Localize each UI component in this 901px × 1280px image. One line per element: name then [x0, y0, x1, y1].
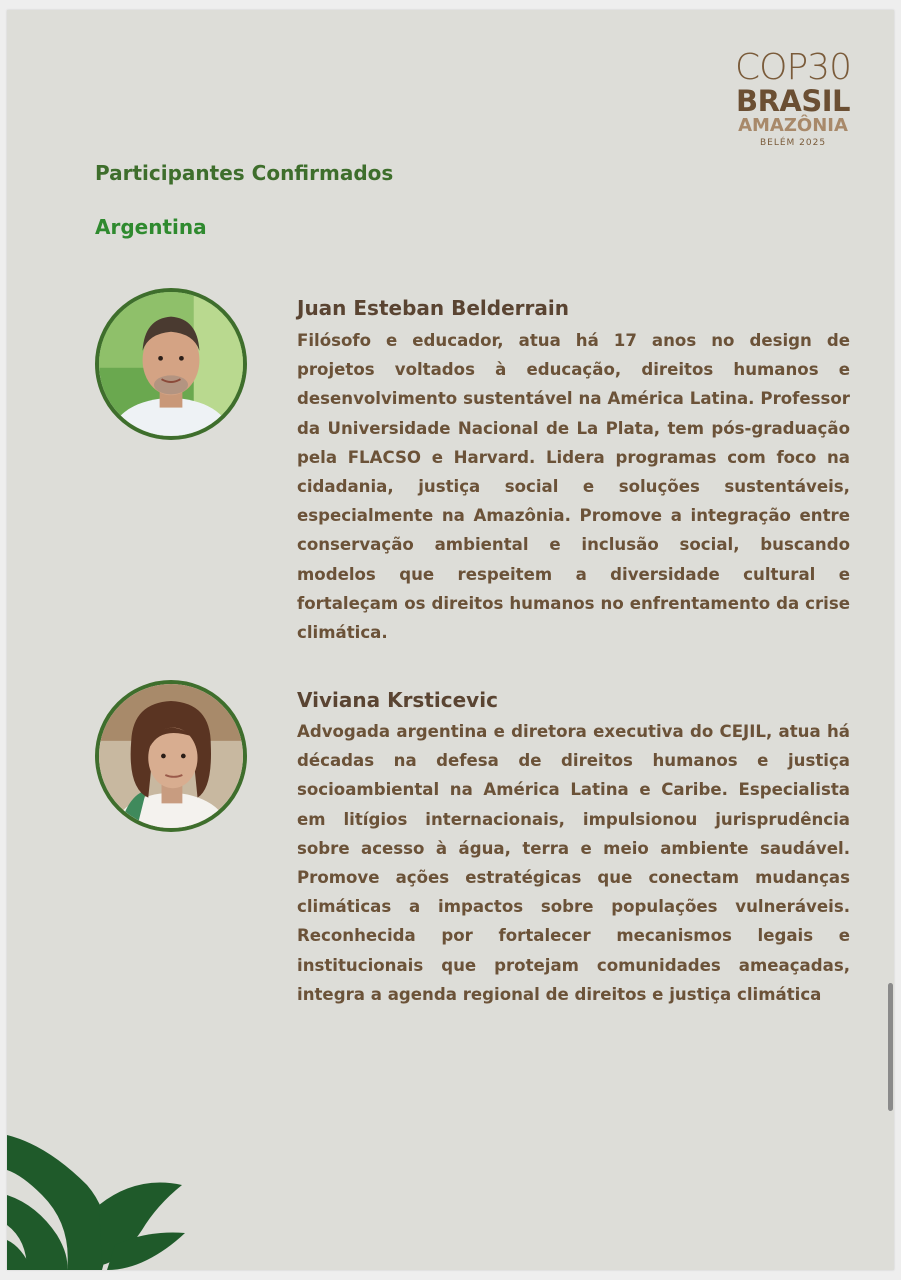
participant-1-bio: Filósofo e educador, atua há 17 anos no design de projetos voltados à educação, direitos humanos e desenvolvimento sustentável na América Latina. Professor da Universidade Nacional de La Plata, tem pós-graduação pela FLACSO e Harvard. Lidera programas com foco na cidadania, justiça social e soluções sustentáveis, especialmente na Amazônia. Promove a integração entre conservação ambiental e inclusão social, buscando modelos que respeitem a diversidade cultural e fortaleçam os direitos humanos no enfrentamento da crise climática. [297, 331, 850, 643]
leaf-decoration-icon [7, 1135, 197, 1270]
participant-2-photo [95, 680, 247, 832]
participant-1-photo [95, 288, 247, 440]
logo-amazonia-text: AMAZÔNIA [738, 115, 848, 136]
logo-cop30-text: COP30 [735, 47, 851, 88]
woman-portrait-icon [99, 684, 243, 828]
participant-2-bio: Advogada argentina e diretora executiva do CEJIL, atua há décadas na defesa de direitos humanos e justiça socioambiental na América Latina e Caribe. Especialista em litígios internacionais, impulsionou jurisprudência sobre acesso à água, terra e meio ambiente saudável. Promove ações estratégicas que conectam mudanças climáticas a impactos sobre populações vulneráveis. Reconhecida por fortalecer mecanismos legais e institucionais que protejam comunidades ameaçadas, integra a agenda regional de direitos e justiça climática [297, 722, 850, 1004]
country-heading: Argentina [95, 215, 207, 239]
logo-brasil-text: BRASIL [735, 84, 851, 118]
document-page [7, 10, 894, 1270]
logo-belem-text: BELÉM 2025 [759, 138, 827, 148]
participant-2-name: Viviana Krsticevic [297, 688, 498, 712]
scrollbar-thumb[interactable] [888, 983, 893, 1111]
cop30-logo [728, 47, 858, 148]
man-portrait-icon [99, 292, 243, 436]
section-title: Participantes Confirmados [95, 161, 394, 185]
participant-1-name: Juan Esteban Belderrain [297, 296, 569, 320]
